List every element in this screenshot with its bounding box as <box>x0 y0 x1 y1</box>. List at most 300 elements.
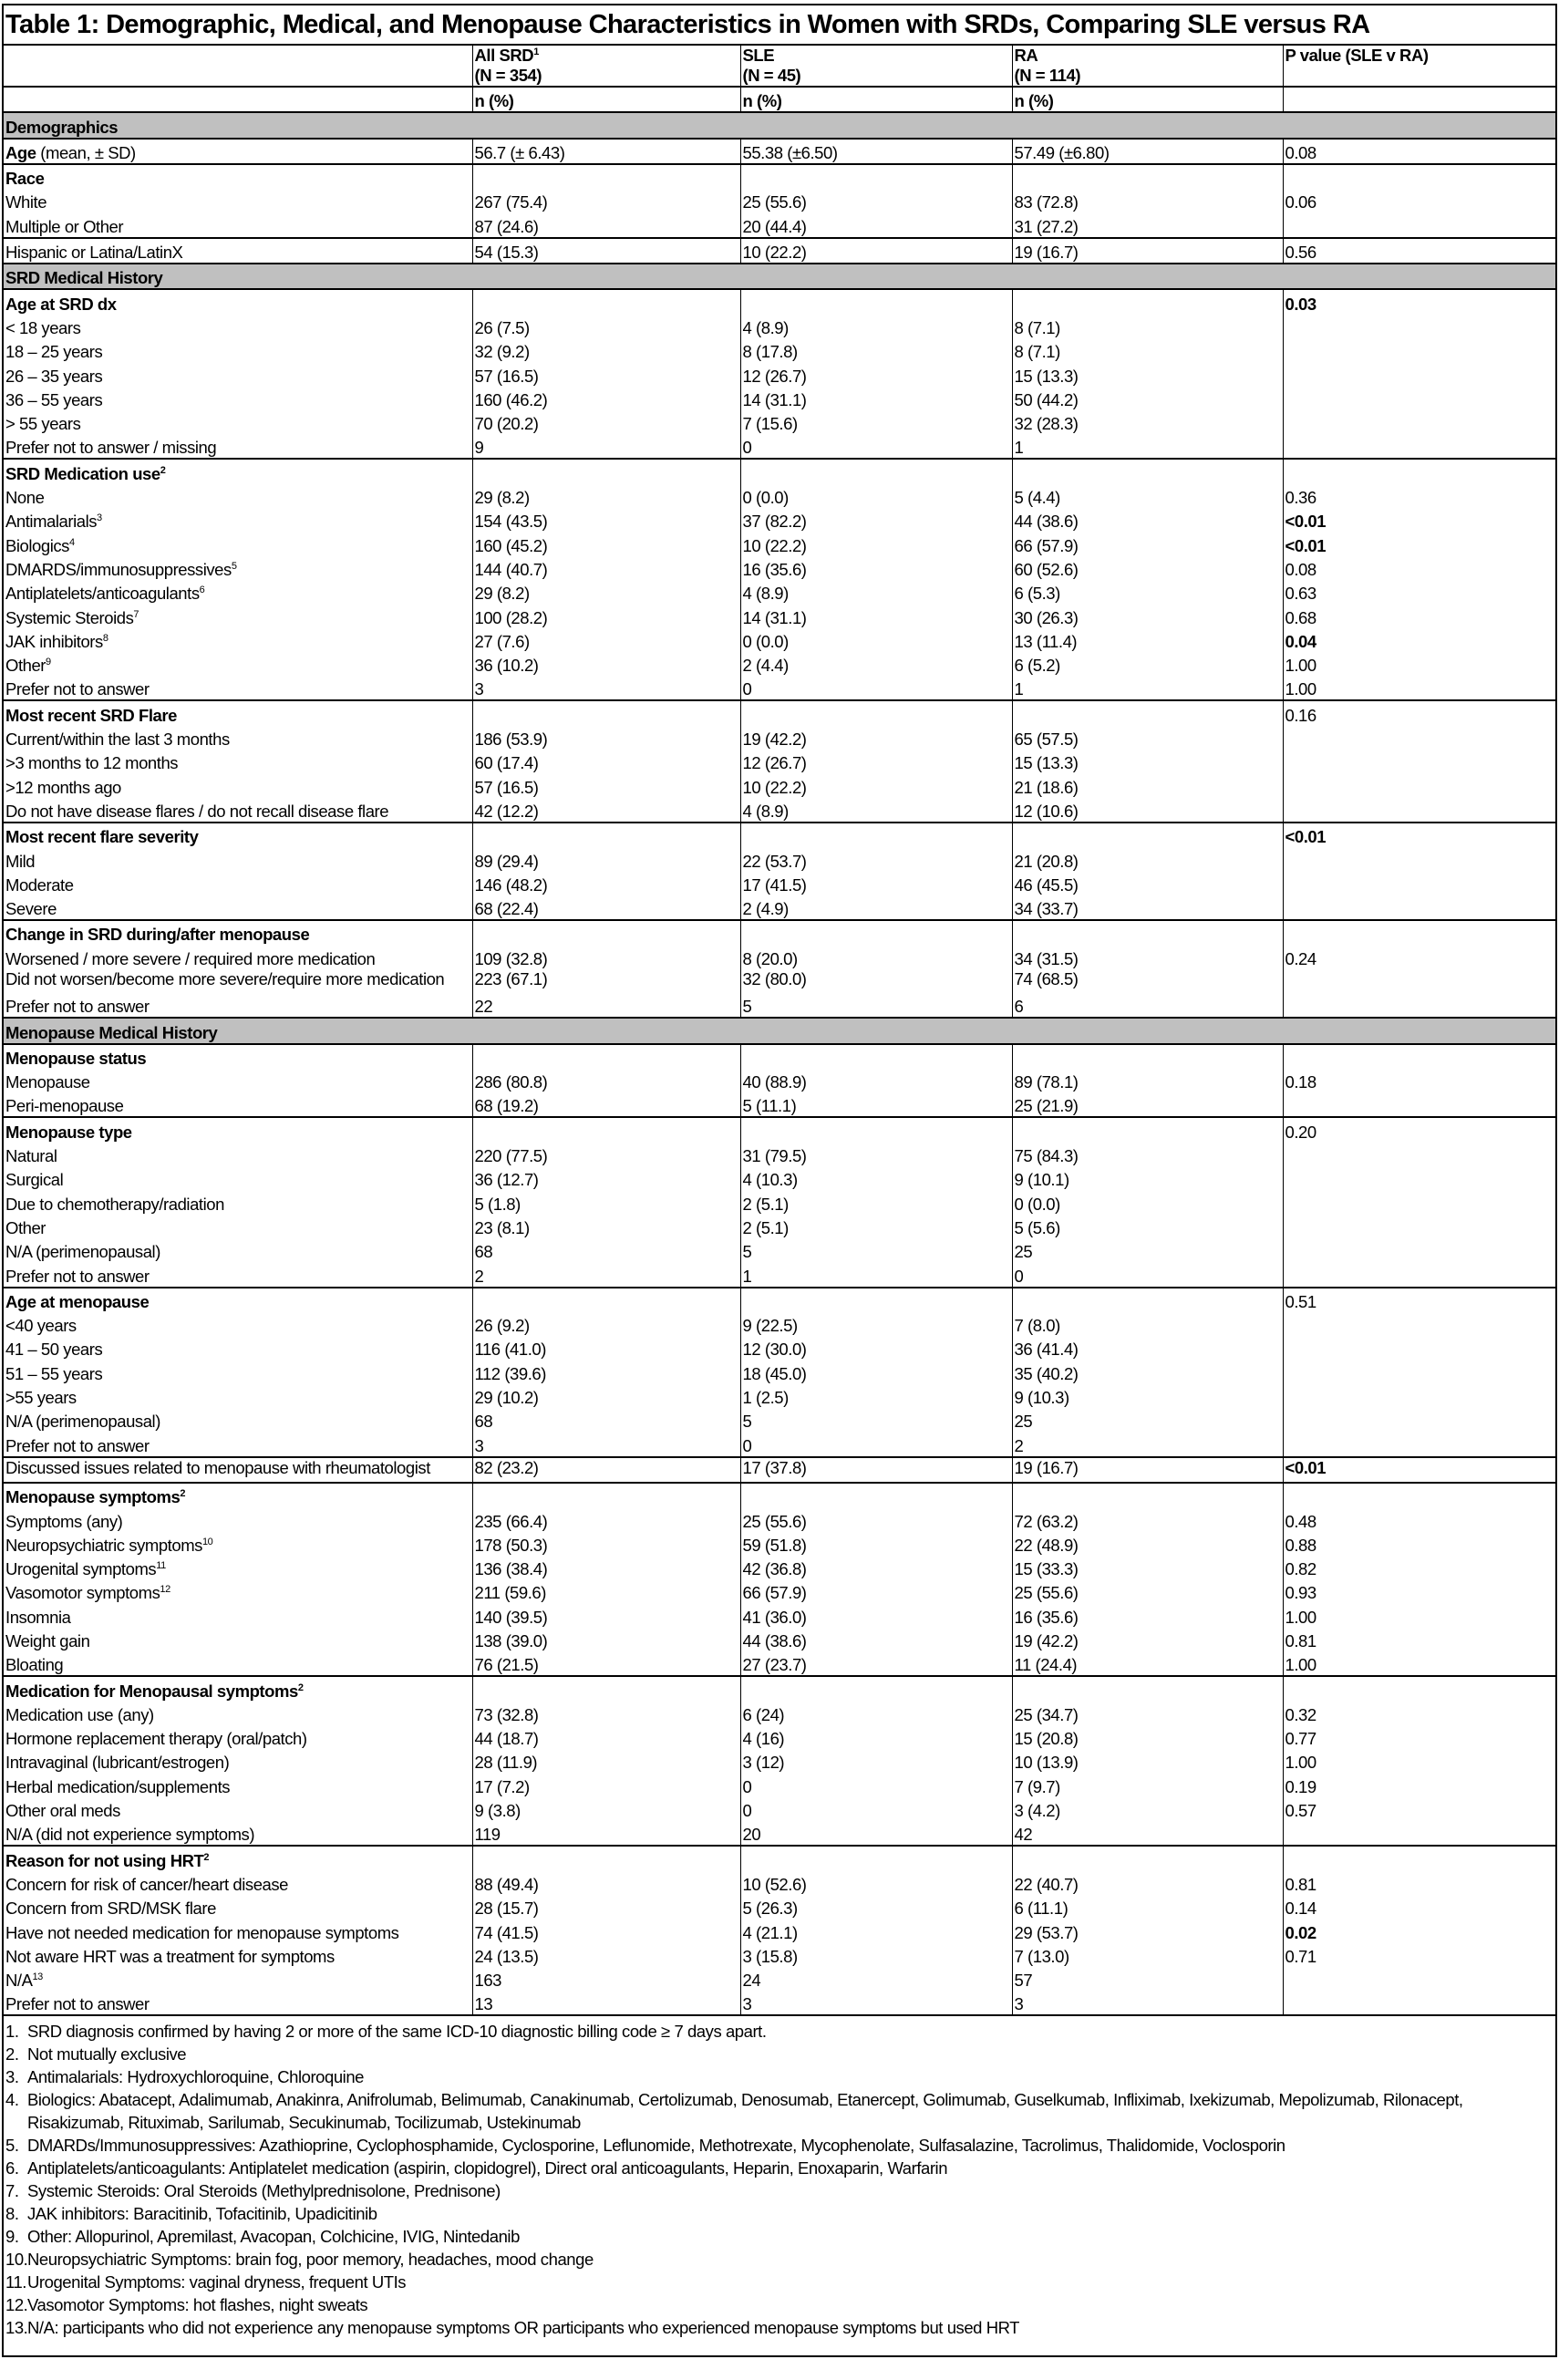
table-row <box>4 1215 1555 1238</box>
p-value <box>1283 1846 1555 1870</box>
footnote-ref: 11 <box>156 1559 166 1571</box>
sle-value: 24 <box>740 1967 1012 1991</box>
all-srd-value: 29 (10.2) <box>472 1384 740 1408</box>
p-value: 0.81 <box>1283 1871 1555 1895</box>
ra-value: 16 (35.6) <box>1012 1603 1283 1627</box>
p-value <box>1283 920 1555 945</box>
p-value: 0.81 <box>1283 1628 1555 1651</box>
p-value <box>1283 338 1555 362</box>
all-srd-value <box>472 1846 740 1870</box>
column-n: (N = 354) <box>474 66 542 85</box>
row-label-text: >55 years <box>5 1388 77 1408</box>
row-label-qualifier: (mean, ± SD) <box>36 142 136 162</box>
footnote <box>5 2065 1554 2088</box>
all-srd-value <box>472 1288 740 1312</box>
row-label <box>4 1117 472 1142</box>
sle-value: 4 (8.9) <box>740 798 1012 823</box>
group-heading-row <box>4 1483 1555 1507</box>
ra-value: 19 (42.2) <box>1012 1628 1283 1651</box>
row-label-text: Prefer not to answer <box>5 679 150 699</box>
sle-value: 42 (36.8) <box>740 1556 1012 1579</box>
row-label-text: 41 – 50 years <box>5 1340 103 1360</box>
all-srd-value: 163 <box>472 1967 740 1991</box>
footnote-number: 9. <box>5 2227 19 2247</box>
p-value: 0.48 <box>1283 1507 1555 1531</box>
row-label <box>4 532 472 555</box>
column-unit <box>1283 87 1555 112</box>
p-value <box>1283 872 1555 895</box>
row-label-text: Menopause type <box>5 1122 132 1142</box>
sle-value: 6 (24) <box>740 1702 1012 1725</box>
p-value: 0.56 <box>1283 238 1555 264</box>
all-srd-value <box>472 1117 740 1142</box>
row-group <box>4 289 1555 459</box>
footnote-ref: 12 <box>160 1584 170 1596</box>
ra-value <box>1012 1044 1283 1069</box>
ra-value <box>1012 459 1283 483</box>
footnote-ref: 4 <box>69 536 75 548</box>
footnote <box>5 2088 1554 2134</box>
all-srd-value: 74 (41.5) <box>472 1919 740 1942</box>
sle-value: 32 (80.0) <box>740 969 1012 993</box>
row-label-text: Race <box>5 169 45 189</box>
ra-value: 31 (27.2) <box>1012 212 1283 237</box>
table-row <box>4 1384 1555 1408</box>
p-value <box>1283 993 1555 1018</box>
footnote <box>5 2157 1554 2179</box>
group-heading-row <box>4 920 1555 945</box>
ra-value: 34 (31.5) <box>1012 945 1283 968</box>
p-value: 0.08 <box>1283 139 1555 164</box>
p-value <box>1283 1312 1555 1336</box>
ra-value: 50 (44.2) <box>1012 387 1283 410</box>
footnote-ref: 6 <box>199 585 205 596</box>
table-row <box>4 1238 1555 1262</box>
row-label <box>4 1556 472 1579</box>
row-label-text: Mild <box>5 851 36 871</box>
all-srd-value: 23 (8.1) <box>472 1215 740 1238</box>
table-row <box>4 1725 1555 1749</box>
p-value: 0.14 <box>1283 1895 1555 1919</box>
row-label-text: Menopause <box>5 1072 90 1092</box>
ra-value: 15 (13.3) <box>1012 750 1283 773</box>
p-value: 0.20 <box>1283 1117 1555 1142</box>
p-value: 0.24 <box>1283 945 1555 968</box>
row-label-text: 51 – 55 years <box>5 1363 103 1383</box>
all-srd-value: 68 <box>472 1408 740 1432</box>
row-group <box>4 1457 1555 1483</box>
p-value <box>1283 459 1555 483</box>
sle-value: 2 (4.4) <box>740 652 1012 676</box>
table-row <box>4 798 1555 823</box>
all-srd-value: 24 (13.5) <box>472 1943 740 1967</box>
row-label-text: Age <box>5 142 36 162</box>
all-srd-value <box>472 823 740 847</box>
row-label <box>4 1603 472 1627</box>
sle-value: 14 (31.1) <box>740 387 1012 410</box>
table-row <box>4 1312 1555 1336</box>
table-row <box>4 1967 1555 1991</box>
table-row <box>4 750 1555 773</box>
all-srd-value: 154 (43.5) <box>472 508 740 532</box>
footnote <box>5 2316 1554 2339</box>
footnote-ref: 8 <box>102 632 108 644</box>
row-label-text: JAK inhibitors <box>5 631 103 651</box>
sle-value: 2 (5.1) <box>740 1190 1012 1214</box>
p-value: 1.00 <box>1283 676 1555 700</box>
footnote-ref: 7 <box>133 608 139 620</box>
p-value <box>1283 1676 1555 1701</box>
sle-value: 17 (37.8) <box>740 1457 1012 1483</box>
group-heading-row <box>4 459 1555 483</box>
row-label <box>4 1846 472 1870</box>
sle-value: 5 <box>740 993 1012 1018</box>
p-value <box>1283 1432 1555 1456</box>
all-srd-value: 5 (1.8) <box>472 1190 740 1214</box>
ra-value <box>1012 1676 1283 1701</box>
section-title: Demographics <box>4 112 1555 138</box>
ra-value: 8 (7.1) <box>1012 338 1283 362</box>
p-value <box>1283 315 1555 338</box>
footnote-text: SRD diagnosis confirmed by having 2 or more of the same ICD-10 diagnostic billing code ≥ 7 days apart. <box>27 2022 767 2042</box>
row-label <box>4 580 472 604</box>
row-label-text: < 18 years <box>5 317 81 337</box>
row-label <box>4 945 472 968</box>
sle-value: 0 <box>740 434 1012 459</box>
row-group <box>4 238 1555 264</box>
row-label-text: Age at SRD dx <box>5 294 117 314</box>
row-label <box>4 993 472 1018</box>
all-srd-value <box>472 1483 740 1507</box>
row-label <box>4 969 472 993</box>
all-srd-value: 186 (53.9) <box>472 726 740 750</box>
table-row <box>4 1408 1555 1432</box>
row-label-text: Multiple or Other <box>5 216 124 236</box>
p-value <box>1283 1190 1555 1214</box>
footnote-ref: 3 <box>97 512 102 524</box>
table-row <box>4 315 1555 338</box>
row-label-text: SRD Medication use <box>5 463 160 483</box>
all-srd-value: 76 (21.5) <box>472 1651 740 1676</box>
row-label-text: Symptoms (any) <box>5 1511 123 1531</box>
section-0 <box>4 112 1555 138</box>
ra-value: 22 (40.7) <box>1012 1871 1283 1895</box>
unit-group <box>4 87 1555 112</box>
row-label <box>4 410 472 434</box>
row-label <box>4 1069 472 1092</box>
ra-value: 6 (5.3) <box>1012 580 1283 604</box>
group-heading-row <box>4 1288 1555 1312</box>
column-unit <box>740 87 1012 112</box>
table-row <box>4 1749 1555 1773</box>
row-label <box>4 1579 472 1603</box>
ra-value: 29 (53.7) <box>1012 1919 1283 1942</box>
row-label-text: Concern from SRD/MSK flare <box>5 1899 216 1919</box>
footnote-ref: 2 <box>297 1682 304 1693</box>
row-label-text: Vasomotor symptoms <box>5 1583 160 1603</box>
table-row <box>4 1871 1555 1895</box>
row-label-text: Prefer not to answer / missing <box>5 438 217 458</box>
row-label-text: Have not needed medication for menopause symptoms <box>5 1922 399 1942</box>
footnote-ref: 10 <box>201 1536 213 1547</box>
all-srd-value: 26 (7.5) <box>472 315 740 338</box>
row-label-text: Prefer not to answer <box>5 997 150 1017</box>
row-label <box>4 1044 472 1069</box>
group-heading-row <box>4 1117 1555 1142</box>
row-label <box>4 1238 472 1262</box>
sle-value: 22 (53.7) <box>740 847 1012 871</box>
all-srd-value: 112 (39.6) <box>472 1360 740 1383</box>
p-value: 1.00 <box>1283 652 1555 676</box>
ra-value: 22 (48.9) <box>1012 1532 1283 1556</box>
row-label-text: >12 months ago <box>5 777 121 797</box>
row-label-text: N/A (perimenopausal) <box>5 1412 160 1432</box>
footnotes <box>4 2016 1555 2355</box>
all-srd-value: 28 (11.9) <box>472 1749 740 1773</box>
row-label-text: Neuropsychiatric symptoms <box>5 1535 202 1555</box>
row-label <box>4 1166 472 1190</box>
p-value: <0.01 <box>1283 823 1555 847</box>
row-label <box>4 164 472 189</box>
all-srd-value: 17 (7.2) <box>472 1773 740 1796</box>
sle-value: 10 (22.2) <box>740 773 1012 797</box>
row-label-text: None <box>5 488 45 508</box>
row-group <box>4 1044 1555 1118</box>
sle-value: 5 (11.1) <box>740 1092 1012 1117</box>
all-srd-value: 82 (23.2) <box>472 1457 740 1483</box>
all-srd-value: 88 (49.4) <box>472 1871 740 1895</box>
footnote-number: 13. <box>5 2318 28 2338</box>
row-label <box>4 1312 472 1336</box>
sle-value: 14 (31.1) <box>740 604 1012 627</box>
unit-label: n (%) <box>1014 91 1054 111</box>
section-title: SRD Medical History <box>4 264 1555 289</box>
table-row <box>4 726 1555 750</box>
row-label <box>4 139 472 164</box>
all-srd-value: 13 <box>472 1991 740 2015</box>
row-group <box>4 920 1555 1018</box>
all-srd-value: 146 (48.2) <box>472 872 740 895</box>
row-label <box>4 1360 472 1383</box>
row-label <box>4 1288 472 1312</box>
all-srd-value: 178 (50.3) <box>472 1532 740 1556</box>
row-label <box>4 434 472 459</box>
all-srd-value: 3 <box>472 676 740 700</box>
ra-value: 34 (33.7) <box>1012 895 1283 920</box>
sle-value <box>740 1846 1012 1870</box>
footnote-ref: 2 <box>180 1488 186 1500</box>
p-value: 0.63 <box>1283 580 1555 604</box>
row-label <box>4 508 472 532</box>
group-heading-row <box>4 700 1555 725</box>
all-srd-value: 119 <box>472 1821 740 1846</box>
column-n: (N = 45) <box>742 66 801 85</box>
all-srd-value: 29 (8.2) <box>472 580 740 604</box>
footnote <box>5 2020 1554 2043</box>
row-label-text: Menopause symptoms <box>5 1487 181 1507</box>
p-value <box>1283 1166 1555 1190</box>
all-srd-value: 9 (3.8) <box>472 1797 740 1821</box>
sle-value: 9 (22.5) <box>740 1312 1012 1336</box>
all-srd-value: 68 (22.4) <box>472 895 740 920</box>
footnote-number: 10. <box>5 2250 28 2270</box>
row-label <box>4 1532 472 1556</box>
all-srd-value <box>472 164 740 189</box>
ra-value: 46 (45.5) <box>1012 872 1283 895</box>
p-value: <0.01 <box>1283 532 1555 555</box>
row-label-text: Natural <box>5 1146 57 1166</box>
footnote-text: Other: Allopurinol, Apremilast, Avacopan, Colchicine, IVIG, Nintedanib <box>27 2227 520 2247</box>
ra-value: 89 (78.1) <box>1012 1069 1283 1092</box>
ra-value: 25 (34.7) <box>1012 1702 1283 1725</box>
row-group <box>4 139 1555 164</box>
table-row <box>4 532 1555 555</box>
sle-value: 0 <box>740 676 1012 700</box>
all-srd-value: 22 <box>472 993 740 1018</box>
p-value: 0.36 <box>1283 484 1555 508</box>
footnote-text: Not mutually exclusive <box>27 2044 187 2064</box>
row-label <box>4 750 472 773</box>
row-label-text: Peri-menopause <box>5 1096 124 1116</box>
table-1 <box>2 4 1557 2357</box>
column-label: P value (SLE v RA) <box>1285 46 1429 65</box>
p-value: <0.01 <box>1283 1457 1555 1483</box>
row-label <box>4 652 472 676</box>
row-label-text: Age at menopause <box>5 1291 150 1311</box>
footnote-number: 1. <box>5 2022 19 2042</box>
table-row <box>4 238 1555 264</box>
row-label-text: N/A (perimenopausal) <box>5 1242 160 1262</box>
p-value <box>1283 750 1555 773</box>
p-value <box>1283 1483 1555 1507</box>
p-value <box>1283 773 1555 797</box>
ra-value: 13 (11.4) <box>1012 628 1283 652</box>
row-label-text: Bloating <box>5 1655 64 1675</box>
column-label: All SRD <box>474 46 534 65</box>
footnote-number: 12. <box>5 2295 28 2315</box>
all-srd-value: 140 (39.5) <box>472 1603 740 1627</box>
ra-value: 7 (9.7) <box>1012 1773 1283 1796</box>
all-srd-value: 36 (12.7) <box>472 1166 740 1190</box>
group-heading-row <box>4 139 1555 164</box>
row-label-text: Current/within the last 3 months <box>5 730 230 750</box>
all-srd-value: 136 (38.4) <box>472 1556 740 1579</box>
table-row <box>4 847 1555 871</box>
row-label-text: Biologics <box>5 535 69 555</box>
p-value: <0.01 <box>1283 508 1555 532</box>
sle-value <box>740 1288 1012 1312</box>
ra-value: 11 (24.4) <box>1012 1651 1283 1676</box>
row-label <box>4 1507 472 1531</box>
row-label <box>4 1702 472 1725</box>
all-srd-value <box>472 289 740 314</box>
table-row <box>4 1556 1555 1579</box>
row-label <box>4 362 472 386</box>
p-value: 0.18 <box>1283 1069 1555 1092</box>
footnote-number: 7. <box>5 2181 19 2201</box>
sle-value <box>740 1483 1012 1507</box>
ra-value: 3 (4.2) <box>1012 1797 1283 1821</box>
section-header <box>4 112 1555 138</box>
ra-value <box>1012 1846 1283 1870</box>
ra-value: 57 <box>1012 1967 1283 1991</box>
all-srd-value: 160 (46.2) <box>472 387 740 410</box>
footnote-ref: 2 <box>203 1851 210 1863</box>
ra-value: 5 (5.6) <box>1012 1215 1283 1238</box>
table-row <box>4 580 1555 604</box>
sle-value: 44 (38.6) <box>740 1628 1012 1651</box>
row-label <box>4 1967 472 1991</box>
row-label <box>4 238 472 264</box>
sle-value <box>740 459 1012 483</box>
table-row <box>4 1069 1555 1092</box>
row-label-text: Other <box>5 1217 46 1237</box>
ra-value <box>1012 823 1283 847</box>
table-row <box>4 1262 1555 1287</box>
all-srd-value: 100 (28.2) <box>472 604 740 627</box>
table-row <box>4 628 1555 652</box>
table-row <box>4 1628 1555 1651</box>
column-header <box>472 46 740 87</box>
row-label-text: 18 – 25 years <box>5 342 103 362</box>
ra-value <box>1012 1288 1283 1312</box>
ra-value: 74 (68.5) <box>1012 969 1283 993</box>
sle-value: 0 <box>740 1773 1012 1796</box>
column-header <box>740 46 1012 87</box>
footnote-text: N/A: participants who did not experience any menopause symptoms OR participants who experienced menopause symptoms but used HRT <box>27 2318 1020 2338</box>
row-label <box>4 1991 472 2015</box>
sle-value: 1 <box>740 1262 1012 1287</box>
table-row <box>4 362 1555 386</box>
p-value <box>1283 410 1555 434</box>
table-row <box>4 1360 1555 1383</box>
footnote <box>5 2271 1554 2293</box>
row-label <box>4 604 472 627</box>
table-row <box>4 895 1555 920</box>
sle-value: 3 (15.8) <box>740 1943 1012 1967</box>
sle-value: 4 (8.9) <box>740 580 1012 604</box>
row-group <box>4 823 1555 920</box>
sle-value: 4 (10.3) <box>740 1166 1012 1190</box>
ra-value: 25 (21.9) <box>1012 1092 1283 1117</box>
row-label-text: Surgical <box>5 1170 64 1190</box>
row-label <box>4 1336 472 1360</box>
footnote <box>5 2134 1554 2157</box>
ra-value <box>1012 1117 1283 1142</box>
p-value <box>1283 1336 1555 1360</box>
table-row <box>4 1651 1555 1676</box>
footnote-ref: 2 <box>160 464 166 476</box>
row-label-text: Reason for not using HRT <box>5 1850 204 1870</box>
p-value <box>1283 1262 1555 1287</box>
sle-value <box>740 1044 1012 1069</box>
row-label <box>4 1092 472 1117</box>
row-label <box>4 338 472 362</box>
sle-value: 25 (55.6) <box>740 189 1012 212</box>
row-label-text: Worsened / more severe / required more medication <box>5 948 376 968</box>
table-row <box>4 1166 1555 1190</box>
section-header <box>4 264 1555 289</box>
row-label-text: Did not worsen/become more severe/require more medication <box>5 968 445 988</box>
row-label-text: Menopause status <box>5 1048 147 1068</box>
characteristics-table <box>4 46 1555 2016</box>
table-row <box>4 773 1555 797</box>
p-value <box>1283 1967 1555 1991</box>
row-label-text: DMARDS/immunosuppressives <box>5 559 232 579</box>
footnote-ref: 5 <box>231 560 237 572</box>
all-srd-value: 211 (59.6) <box>472 1579 740 1603</box>
all-srd-value <box>472 920 740 945</box>
